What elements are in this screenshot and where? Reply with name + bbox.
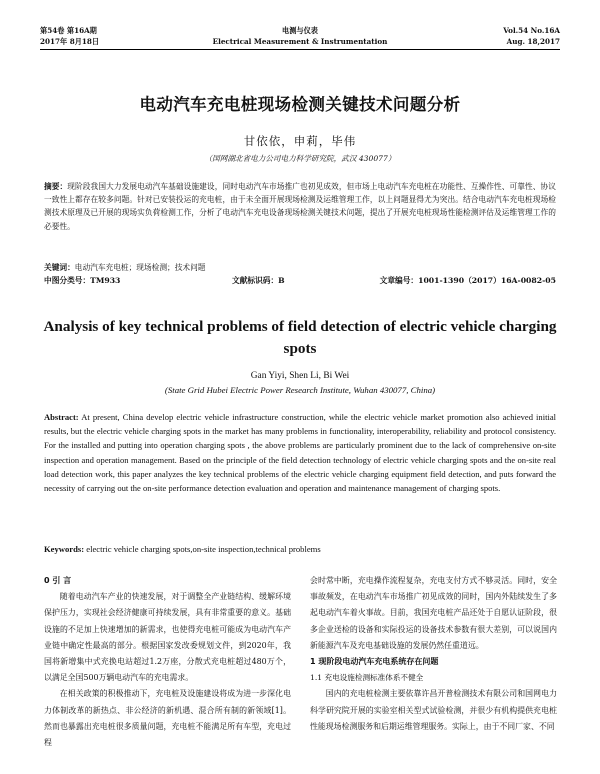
header-volume-cn: 第54卷 第16A期 bbox=[40, 26, 97, 35]
affiliation-cn: （国网湖北省电力公司电力科学研究院，武汉 430077） bbox=[204, 154, 396, 163]
abstract-en bbox=[44, 410, 556, 495]
keywords-en-text: electric vehicle charging spots,on-site inspection,technical problems bbox=[86, 544, 321, 554]
authors-cn: 甘依依，申莉，毕伟 bbox=[243, 134, 357, 148]
header-date-cn: 2017年 8月18日 bbox=[40, 37, 100, 46]
body-paragraph: 随着电动汽车产业的快速发展，对于调整全产业链结构、缓解环境保护压力，实现社会经济健康可持续发展，具有非常重要的意义。基础设施的不足加上快速增加的新需求，也使得充电桩可能成为电动汽车产业链中确定性最高的部分。根据国家发改委规划文件，到2020年，我国将新增集中式充换电站超过1.2万座，分散式充电桩超过480万个，以满足全国500万辆电动汽车的充电需求。 bbox=[44, 592, 291, 683]
body-column-right bbox=[310, 573, 557, 735]
header-journal-en: Electrical Measurement & Instrumentation bbox=[212, 37, 388, 46]
keywords-cn-label: 关键词： bbox=[44, 263, 75, 272]
keywords-en bbox=[44, 543, 556, 556]
document-code: 文献标识码：B bbox=[232, 276, 285, 285]
running-header bbox=[40, 26, 560, 50]
section-0-heading: 0 引 言 bbox=[44, 576, 72, 585]
abstract-cn-text: 现阶段我国大力发展电动汽车基础设施建设，同时电动汽车市场推广也初见成效，但市场上电动汽车充电桩在功能性、互操作性、可靠性、协议一致性上都存在较多问题。针对已安装投运的充电桩，由于未全面开展现场检测及运维管理工作，以上问题显得尤为突出。结合电动汽车充电桩现场检测技术原理及已开展的现场实负荷检测工作，分析了电动汽车充电设备现场检测关键技术问题，提出了开展充电桩现场性能检测评估及运维管理工作的必要性。 bbox=[44, 182, 556, 231]
abstract-en-text: At present, China develop electric vehicle infrastructure construction, while the electric vehicle market promotion also achieved initial results, but the electric vehicle charging spots in the market has many problems in functionality, interoperability, reliability and protocol consistency. For the installed and putting into operation charging spots , the above problems are particularly prominent due to the lack of comprehensive on-site inspection and operation management. Based on the principle of the field detection technology of electric vehicle charging spots and the on-site real load detection work, this paper analyzes the key technical problems of the electric vehicle charging equipment field detection, and puts forward the necessity of carrying out the on-site performance detection evaluation and operation and maintenance management of charging spots. bbox=[44, 412, 556, 494]
body-paragraph: 在相关政策的积极推动下，充电桩及设施建设将成为进一步深化电力体制改革的新热点、非公经济的新机遇、混合所有制的新领域[1]。然而也暴露出充电桩很多质量问题，充电桩不能满足所有车型，充电过程 bbox=[44, 689, 291, 748]
header-date-en: Aug. 18,2017 bbox=[506, 37, 560, 46]
keywords-en-label: Keywords: bbox=[44, 544, 85, 554]
keywords-cn bbox=[44, 261, 556, 274]
title-en: Analysis of key technical problems of field detection of electric vehicle charging spots bbox=[43, 318, 557, 357]
header-journal-cn: 电测与仪表 bbox=[282, 26, 318, 35]
body-paragraph: 国内的充电桩检测主要依靠许昌开普检测技术有限公司和国网电力科学研究院开展的实验室相关型式试验检测，并很少有机构提供充电桩性能现场检测服务和后期运维管理服务。实际上，由于不同厂家、不同 bbox=[310, 689, 557, 731]
section-1-heading: 1 现阶段电动汽车充电系统存在问题 bbox=[310, 657, 439, 667]
header-rule bbox=[40, 49, 560, 50]
classification-line bbox=[44, 274, 556, 287]
body-column-left bbox=[44, 573, 291, 751]
title-cn: 电动汽车充电桩现场检测关键技术问题分析 bbox=[139, 95, 461, 114]
authors-en: Gan Yiyi, Shen Li, Bi Wei bbox=[250, 371, 350, 381]
body-paragraph: 会时常中断，充电操作流程复杂，充电支付方式不够灵活。同时，安全事故频发，在电动汽车市场推广初见成效的同时，国内外陆续发生了多起电动汽车着火事故。目前，我国充电桩产品还处于自愿认证阶段，很多企业送检的设备和实际投运的设备技术参数有很大差别，可以说国内新能源汽车及充电基础设施的发展仍然任重道远。 bbox=[310, 576, 557, 650]
abstract-cn-label: 摘要： bbox=[44, 182, 68, 191]
header-volume-en: Vol.54 No.16A bbox=[503, 26, 560, 35]
section-1-1-heading: 1.1 充电设施检测标准体系不健全 bbox=[310, 673, 424, 683]
abstract-cn bbox=[44, 180, 556, 233]
abstract-en-label: Abstract: bbox=[44, 412, 79, 422]
affiliation-en: (State Grid Hubei Electric Power Research Institute, Wuhan 430077, China) bbox=[164, 385, 436, 395]
clc-number: 中图分类号：TM933 bbox=[44, 276, 121, 285]
article-number: 文章编号：1001-1390（2017）16A-0082-05 bbox=[379, 276, 556, 285]
keywords-cn-text: 电动汽车充电桩；现场检测；技术问题 bbox=[74, 263, 206, 272]
